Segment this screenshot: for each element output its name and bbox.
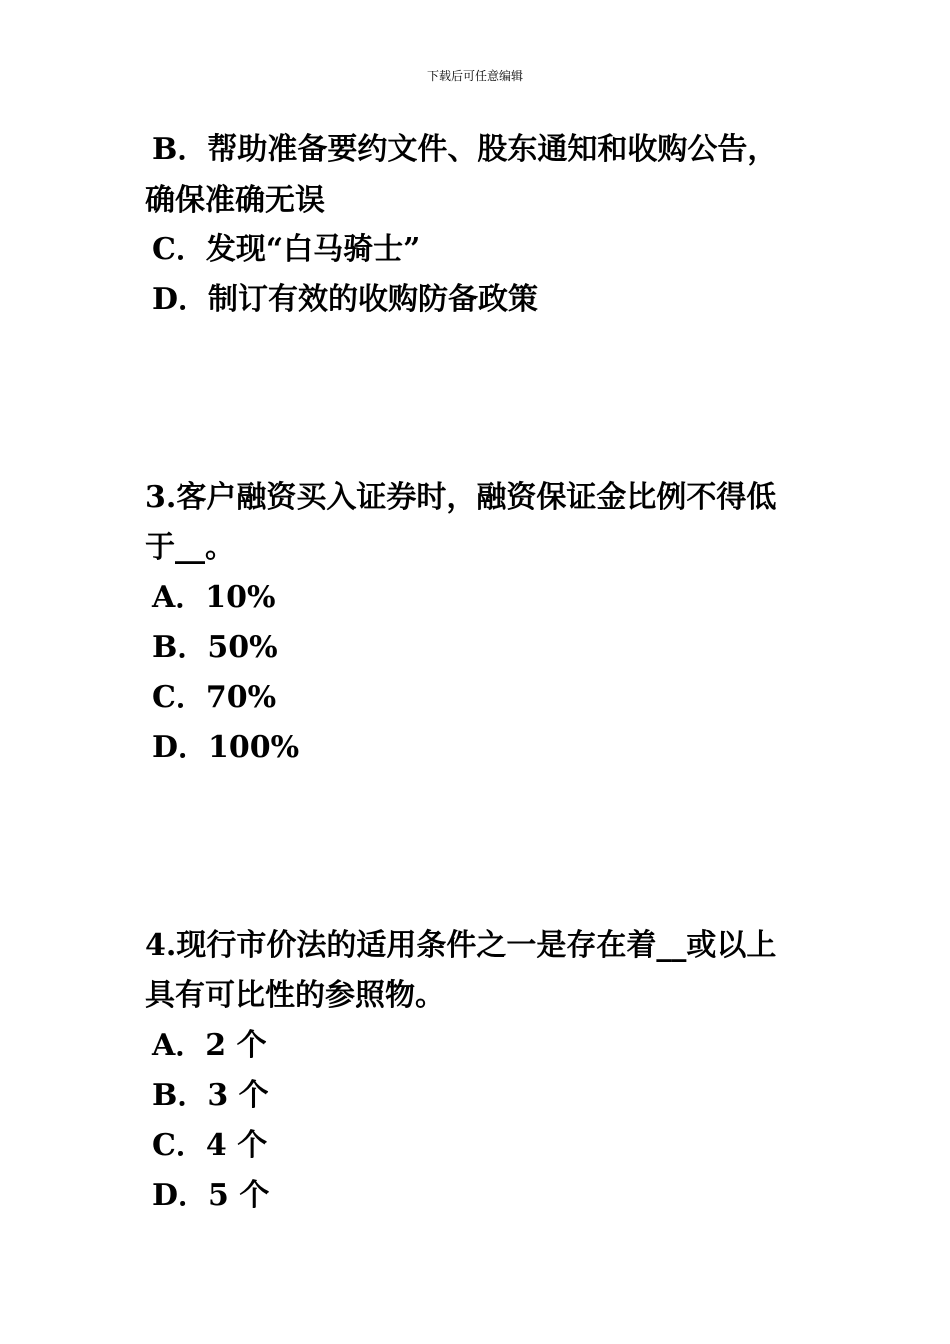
- option-b-line1: B．帮助准备要约文件、股东通知和收购公告，: [152, 132, 778, 167]
- page-header: 下载后可任意编辑: [426, 69, 523, 83]
- question-4-option-a: A．2 个: [152, 1028, 267, 1063]
- question-3-option-b: B．50%: [152, 630, 278, 665]
- question-4-stem-line2: 具有可比性的参照物。: [145, 978, 445, 1013]
- question-4-option-b: B．3 个: [152, 1078, 269, 1113]
- question-3-option-c: C．70%: [152, 680, 277, 715]
- question-4-stem-line1: 4.现行市价法的适用条件之一是存在着__或以上: [145, 928, 777, 963]
- question-4-option-c: C．4 个: [152, 1128, 268, 1163]
- option-c: C．发现“白马骑士”: [152, 232, 421, 267]
- question-3-option-a: A．10%: [152, 580, 276, 615]
- option-b-line2: 确保准确无误: [145, 183, 325, 218]
- question-3-stem-line2: 于__。: [145, 530, 235, 565]
- option-d: D．制订有效的收购防备政策: [152, 282, 539, 317]
- question-3-stem-line1: 3.客户融资买入证券时，融资保证金比例不得低: [145, 480, 777, 515]
- question-4-option-d: D．5 个: [152, 1178, 270, 1213]
- question-3-option-d: D．100%: [152, 730, 300, 765]
